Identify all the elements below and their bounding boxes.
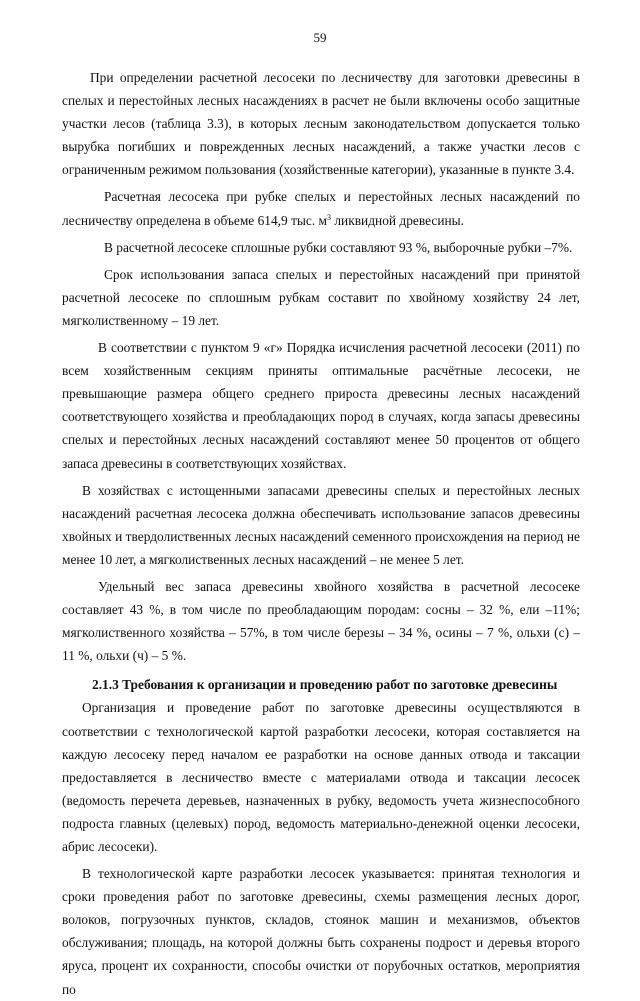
paragraph-allowable-cut-volume-tail: ликвидной древесины. [331,212,465,228]
paragraph-species-share: Удельный вес запаса древесины хвойного хозяйства в расчетной лесосеке составляет 43 %, в том числе по преобладающим породам: сосны – 32 %, ели –11%; мягколиственного хозяйства – 57%, в том числе березы – 34 %, осины – 7 %, ольхи (с) – 11 %, ольхи (ч) – 5 %. [62,578,580,664]
paragraph-technological-map: В технологической карте разработки лесосек указывается: принятая технология и сроки проведения работ по заготовке древесины, схемы размещения лесных дорог, волоков, погрузочных пунктов, складов, стоянок машин и механизмов, объектов обслуживания; площадь, на которой должны быть сохранены подрост и деревья второго яруса, процент их сохранности, способы очистки от порубочных остатков, мероприятия по [62,866,580,997]
paragraph-usage-term: Срок использования запаса спелых и перестойных насаждений при принятой расчетной лесосеке по сплошным рубкам составит по хвойному хозяйству 24 лет, мягколиственному – 19 лет. [62,266,580,328]
paragraph-clear-cut-share: В расчетной лесосеке сплошные рубки составляют 93 %, выборочные рубки –7%. [104,239,573,255]
section-heading: 2.1.3 Требования к организации и проведению работ по заготовке древесины [92,677,558,693]
paragraph-organization: Организация и проведение работ по заготовке древесины осуществляются в соответствии с технологической картой разработки лесосеки, которая составляется на каждую лесосеку перед началом ее разработки на основе данных отвода и таксации предоставляется в лесничество вместе с материалами отвода и таксации лесосек (ведомость перечета деревьев, назначенных в рубку, ведомость учета жизнеспособного подроста главных (целевых) пород, ведомость материально-денежной оценки лесосеки, абрис лесосеки). [62,700,580,854]
paragraph-optimal-cuts: В соответствии с пунктом 9 «г» Порядка исчисления расчетной лесосеки (2011) по всем хозяйственным секциям приняты оптимальные расчётные лесосеки, не превышающие размера общего среднего прироста древесины лесных насаждений соответствующего хозяйства и преобладающих пород в случаях, когда запасы древесины спелых и перестойных лесных насаждений составляют менее 50 процентов от общего запаса древесины в соответствующих хозяйствах. [62,340,580,471]
page-number: 59 [313,30,327,45]
paragraph-exclusions: При определении расчетной лесосеки по лесничеству для заготовки древесины в спелых и перестойных лесных насаждениях в расчет не были включены особо защитные участки лесов (таблица 3.3), в которых лесным законодательством допускается только вырубка погибших и поврежденных лесных насаждений, а также участки лесов с ограниченным режимом пользования (хозяйственные категории), указанные в пункте 3.4. [62,70,580,178]
paragraph-allowable-cut-volume [62,185,580,231]
document-body [62,66,580,1001]
paragraph-depleted-stocks: В хозяйствах с истощенными запасами древесины спелых и перестойных лесных насаждений расчетная лесосека должна обеспечивать использование запасов древесины хвойных и твердолиственных лесных насаждений семенного происхождения на период не менее 10 лет, а мягколиственных лесных насаждений – не менее 5 лет. [62,482,580,567]
paragraph-allowable-cut-volume-text: Расчетная лесосека при рубке спелых и перестойных лесных насаждений по лесничеству определена в объеме 614,9 тыс. м [62,189,580,228]
cubic-superscript: 3 [327,212,332,222]
